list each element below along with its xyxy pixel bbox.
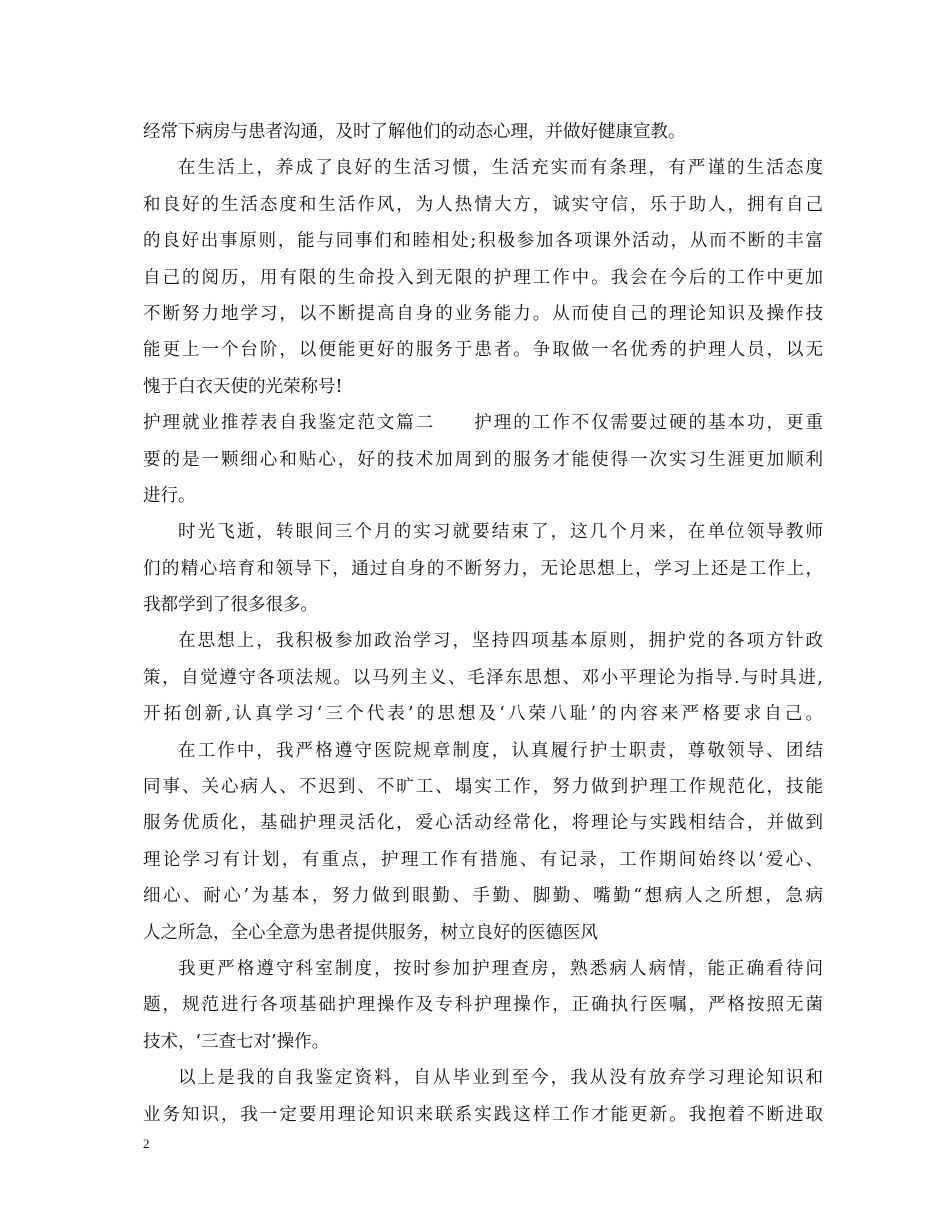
text-line: 在生活上，养成了良好的生活习惯，生活充实而有条理，有严谨的生活态度 xyxy=(178,158,823,179)
text-line: 细心、耐心’为基本，努力做到眼勤、手勤、脚勤、嘴勤“想病人之所想，急病 xyxy=(143,886,823,907)
text-line: 时光飞逝，转眼间三个月的实习就要结束了，这几个月来，在单位领导教师 xyxy=(178,522,823,543)
text-line: 能更上一个台阶，以便能更好的服务于患者。争取做一名优秀的护理人员，以无 xyxy=(143,340,823,361)
text-line: 自己的阅历，用有限的生命投入到无限的护理工作中。我会在今后的工作中更加 xyxy=(143,267,823,288)
text-line: 在思想上，我积极参加政治学习，坚持四项基本原则，拥护党的各项方针政 xyxy=(178,631,823,652)
text-line: 同事、关心病人、不迟到、不旷工、塌实工作，努力做到护理工作规范化，技能 xyxy=(143,777,823,798)
text-line: 不断努力地学习，以不断提高自身的业务能力。从而使自己的理论知识及操作技 xyxy=(143,303,823,324)
text-line: 和良好的生活态度和生活作风，为人热情大方，诚实守信，乐于助人，拥有自己 xyxy=(143,194,823,215)
text-line: 策，自觉遵守各项法规。以马列主义、毛泽东思想、邓小平理论为指导.与时具进, xyxy=(143,667,823,688)
text-line: 护理就业推荐表自我鉴定范文篇二 护理的工作不仅需要过硬的基本功，更重 xyxy=(143,413,823,434)
text-line: 我更严格遵守科室制度，按时参加护理查房，熟悉病人病情，能正确看待问 xyxy=(178,958,823,979)
text-line: 以上是我的自我鉴定资料，自从毕业到至今，我从没有放弃学习理论知识和 xyxy=(178,1068,823,1089)
text-line: 人之所急，全心全意为患者提供服务，树立良好的医德医风 xyxy=(143,922,598,943)
text-line: 业务知识，我一定要用理论知识来联系实践这样工作才能更新。我抱着不断进取 xyxy=(143,1104,823,1125)
document-body xyxy=(143,114,823,1133)
page-number: 2 xyxy=(143,1136,150,1151)
text-line: 愧于白衣天使的光荣称号! xyxy=(143,376,343,397)
text-line: 我都学到了很多很多。 xyxy=(143,595,318,616)
text-line: 在工作中，我严格遵守医院规章制度，认真履行护士职责，尊敬领导、团结 xyxy=(178,740,823,761)
text-line: 的良好出事原则，能与同事们和睦相处;积极参加各项课外活动，从而不断的丰富 xyxy=(143,231,823,252)
text-line: 们的精心培育和领导下，通过自身的不断努力，无论思想上，学习上还是工作上， xyxy=(143,558,823,579)
text-line: 服务优质化，基础护理灵活化，爱心活动经常化，将理论与实践相结合，并做到 xyxy=(143,813,823,834)
text-line: 经常下病房与患者沟通，及时了解他们的动态心理，并做好健康宣教。 xyxy=(143,122,686,142)
text-line: 理论学习有计划，有重点，护理工作有措施、有记录，工作期间始终以‘爱心、 xyxy=(143,849,823,870)
text-line: 要的是一颗细心和贴心，好的技术加周到的服务才能使得一次实习生涯更加顺利 xyxy=(143,449,823,470)
text-line: 题，规范进行各项基础护理操作及专科护理操作，正确执行医嘱，严格按照无菌 xyxy=(143,995,823,1016)
text-line: 技术，‘三查七对’操作。 xyxy=(143,1031,330,1052)
text-line: 进行。 xyxy=(143,485,196,506)
text-line: 开拓创新,认真学习‘三个代表’的思想及‘八荣八耻’的内容来严格要求自己。 xyxy=(143,704,823,725)
